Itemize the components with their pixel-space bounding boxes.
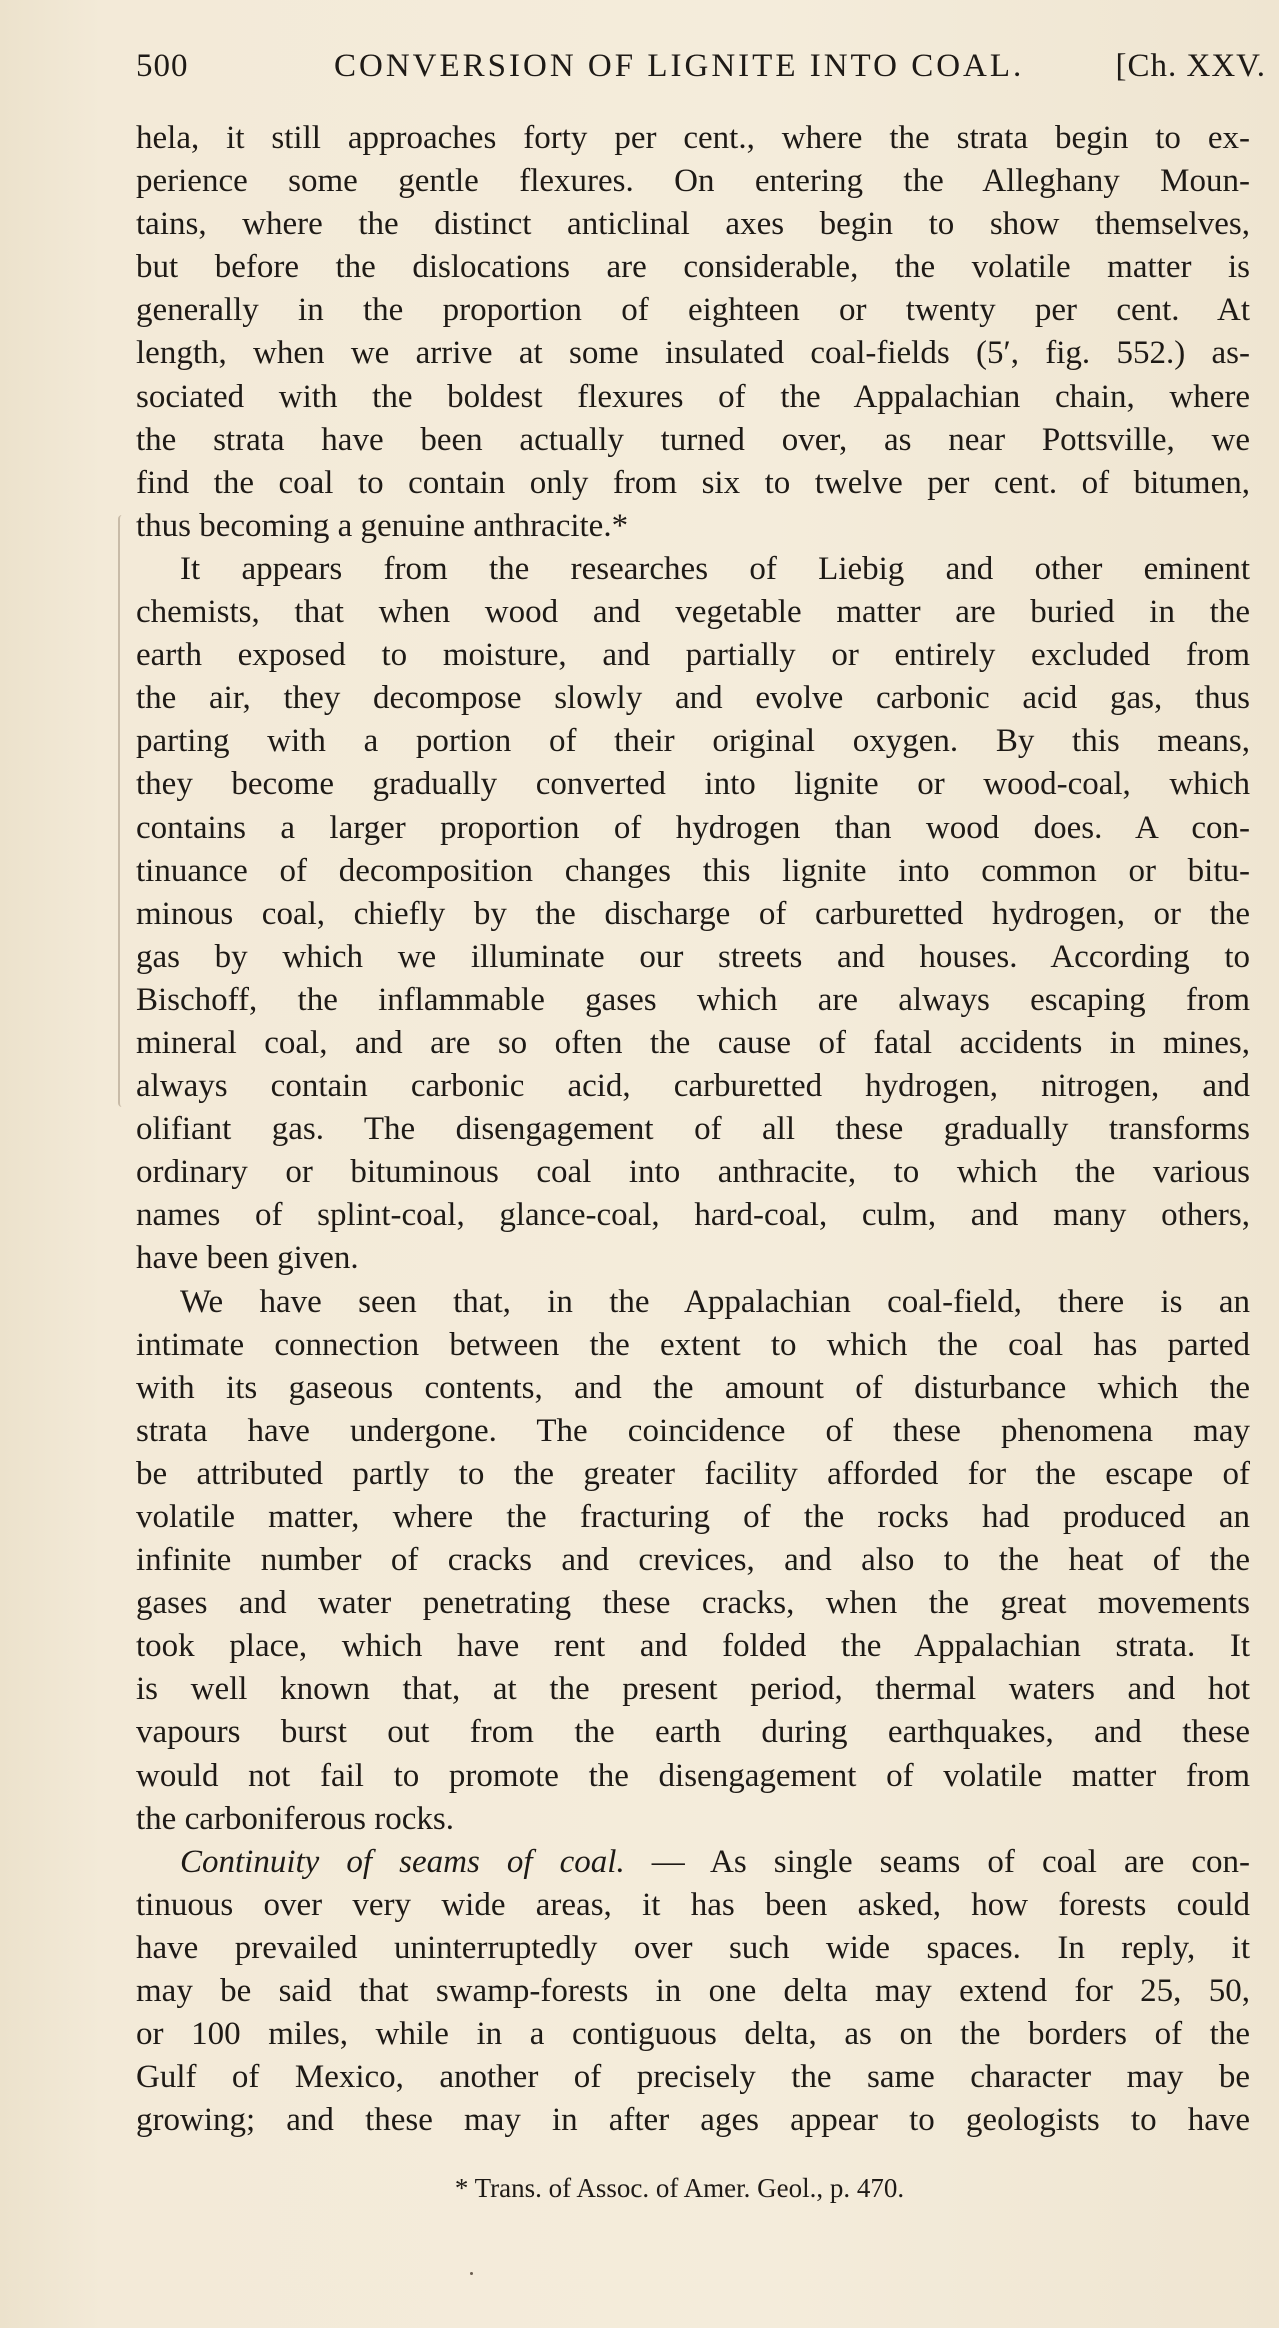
text-line: mineral coal, and are so often the cause of fatal accidents in mines, [136, 1024, 1250, 1061]
section-dash: — [624, 1843, 711, 1880]
footnote [0, 2170, 1279, 2206]
section-heading: Continuity of seams of coal. [180, 1843, 625, 1880]
body-text [136, 117, 1250, 2142]
page-number: 500 [136, 48, 189, 84]
text-line: would not fail to promote the disengagement of volatile matter from [136, 1757, 1250, 1794]
text-line: contains a larger proportion of hydrogen than wood does. A con- [136, 809, 1250, 846]
text-line: earth exposed to moisture, and partially or entirely excluded from [136, 637, 1250, 674]
text-line: names of splint-coal, glance-coal, hard-coal, culm, and many others, [136, 1197, 1250, 1234]
text-line: with its gaseous contents, and the amount of disturbance which the [136, 1369, 1250, 1406]
text-line: find the coal to contain only from six to twelve per cent. of bitumen, [136, 464, 1250, 501]
text-line: sociated with the boldest flexures of the Appalachian chain, where [136, 378, 1250, 415]
text-line: strata have undergone. The coincidence of these phenomena may [136, 1412, 1250, 1449]
text-line: may be said that swamp-forests in one delta may extend for 25, 50, [136, 1973, 1250, 2010]
text-line: olifiant gas. The disengagement of all these gradually transforms [136, 1111, 1250, 1148]
paragraph-start-line: It appears from the researches of Liebig and other eminent [180, 550, 1250, 587]
text-line: always contain carbonic acid, carburetted hydrogen, nitrogen, and [136, 1068, 1250, 1105]
text-line: perience some gentle flexures. On entering the Alleghany Moun- [136, 163, 1250, 200]
text-line: minous coal, chiefly by the discharge of carburetted hydrogen, or the [136, 895, 1250, 932]
text-line: tinuance of decomposition changes this lignite into common or bitu- [136, 852, 1250, 889]
text-line: the carboniferous rocks. [136, 1800, 454, 1837]
text-line: but before the dislocations are considerable, the volatile matter is [136, 249, 1250, 286]
text-line: gas by which we illuminate our streets and houses. According to [136, 938, 1250, 975]
text-line: volatile matter, where the fracturing of the rocks had produced an [136, 1499, 1250, 1535]
text-line: tinuous over very wide areas, it has been asked, how forests could [136, 1886, 1250, 1923]
section-start-text: As single seams of coal are con- [710, 1843, 1250, 1880]
text-line: or 100 miles, while in a contiguous delta, as on the borders of the [136, 2016, 1250, 2053]
text-line: parting with a portion of their original oxygen. By this means, [136, 723, 1250, 760]
text-line: Bischoff, the inflammable gases which are always escaping from [136, 981, 1250, 1018]
text-line: they become gradually converted into lignite or wood-coal, which [136, 766, 1250, 803]
text-line: have prevailed uninterruptedly over such wide spaces. In reply, it [136, 1929, 1250, 1966]
text-line: generally in the proportion of eighteen or twenty per cent. At [136, 292, 1250, 329]
running-head [136, 48, 1266, 88]
chapter-reference: [Ch. XXV. [1115, 48, 1266, 84]
running-title: CONVERSION OF LIGNITE INTO COAL. [334, 48, 1025, 84]
text-line: chemists, that when wood and vegetable matter are buried in the [136, 594, 1250, 631]
text-line: the strata have been actually turned over, as near Pottsville, we [136, 421, 1250, 458]
text-line: tains, where the distinct anticlinal axes begin to show themselves, [136, 206, 1250, 243]
text-line: thus becoming a genuine anthracite.* [136, 507, 629, 544]
footnote-text: * Trans. of Assoc. of Amer. Geol., p. 470. [454, 2173, 905, 2203]
text-line: gases and water penetrating these cracks, when the great movements [136, 1585, 1250, 1622]
text-line: intimate connection between the extent to which the coal has parted [136, 1326, 1250, 1363]
text-line: took place, which have rent and folded the Appalachian strata. It [136, 1628, 1250, 1665]
section-start-line [136, 1841, 1250, 1884]
text-line: is well known that, at the present period, thermal waters and hot [136, 1671, 1250, 1708]
text-line: vapours burst out from the earth during earthquakes, and these [136, 1714, 1250, 1751]
text-line: hela, it still approaches forty per cent., where the strata begin to ex- [136, 120, 1250, 156]
text-line: ordinary or bituminous coal into anthracite, to which the various [136, 1154, 1250, 1191]
text-line: have been given. [136, 1240, 359, 1277]
text-line: the air, they decompose slowly and evolve carbonic acid gas, thus [136, 680, 1250, 717]
text-line: Gulf of Mexico, another of precisely the same character may be [136, 2059, 1250, 2096]
text-line: length, when we arrive at some insulated coal-fields (5′, fig. 552.) as- [136, 335, 1250, 372]
text-line: infinite number of cracks and crevices, and also to the heat of the [136, 1542, 1250, 1579]
margin-pencil-mark [118, 515, 126, 1107]
paragraph-start-line: We have seen that, in the Appalachian coal-field, there is an [180, 1283, 1250, 1320]
text-line: be attributed partly to the greater facility afforded for the escape of [136, 1455, 1250, 1492]
paper-speck [470, 2272, 473, 2275]
text-line: growing; and these may in after ages appear to geologists to have [136, 2102, 1250, 2139]
